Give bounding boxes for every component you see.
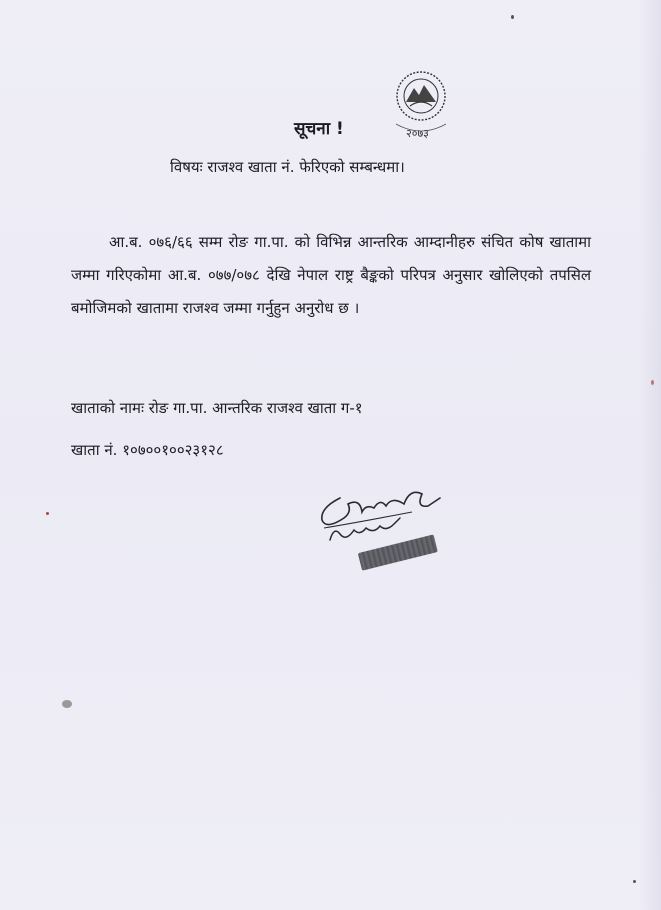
scan-speck [651,380,654,385]
account-number: खाता नं. १०७००१००२३१२८ [71,441,224,459]
notice-body [71,226,591,325]
notice-title: सूचना ! [294,119,344,139]
seal-year: २०७३ [406,127,429,140]
notice-body-paragraph: आ.ब. ०७६/६६ सम्म रोङ गा.पा. को विभिन्न आन्तरिक आम्दानीहरु संचित कोष खातामा जम्मा गरिएकोमा आ.ब. ०७७/०७८ देखि नेपाल राष्ट्र बैङ्कको परिपत्र अनुसार खोलिएको तपसिल बमोजिमको खातामा राजश्व जम्मा गर्नुहुन अनुरोध छ । [71,233,591,317]
scan-edge-shadow [639,0,661,910]
account-name: खाताको नामः रोङ गा.पा. आन्तरिक राजश्व खाता ग-१ [71,399,363,417]
notice-subject: विषयः राजश्व खाता नं. फेरिएको सम्बन्धमा। [170,158,405,176]
scan-speck [46,512,49,515]
scan-speck [511,15,514,19]
scan-speck [633,880,636,883]
scan-speck [62,700,72,708]
